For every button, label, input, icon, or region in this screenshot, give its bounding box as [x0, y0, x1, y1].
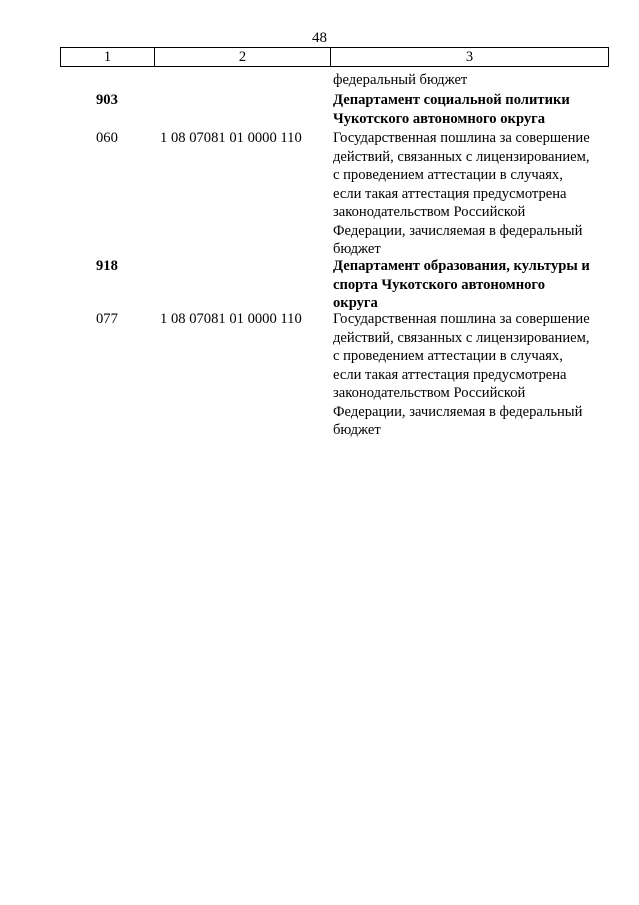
- section-name-line: округа: [333, 295, 378, 311]
- description-line: Федерации, зачисляемая в федеральный: [333, 222, 583, 239]
- description-line: бюджет: [333, 241, 381, 257]
- section-name-line: Чукотского автономного округа: [333, 110, 546, 127]
- admin-code: 077: [96, 311, 118, 327]
- section-name: [333, 91, 613, 128]
- table-header: [60, 47, 609, 67]
- description-line: законодательством Российской: [333, 204, 526, 220]
- kbk-code: 1 08 07081 01 0000 110: [160, 130, 302, 146]
- description-line: Государственная пошлина за совершение: [333, 130, 590, 146]
- description-line: Государственная пошлина за совершение: [333, 311, 590, 327]
- header-col-2: 2: [155, 48, 331, 66]
- description-line: действий, связанных с лицензированием,: [333, 329, 590, 346]
- admin-code: 060: [96, 130, 118, 146]
- kbk-code: 1 08 07081 01 0000 110: [160, 311, 302, 327]
- section-name-line: Департамент образования, культуры и: [333, 258, 590, 274]
- description-line: действий, связанных с лицензированием,: [333, 148, 590, 165]
- description-line: с проведением аттестации в случаях,: [333, 348, 563, 364]
- section-code: 903: [96, 92, 118, 108]
- description-line: если такая аттестация предусмотрена: [333, 366, 567, 383]
- continuation-text: федеральный бюджет: [333, 72, 468, 88]
- description-line: с проведением аттестации в случаях,: [333, 167, 563, 183]
- description-line: бюджет: [333, 422, 381, 438]
- description-line: Федерации, зачисляемая в федеральный: [333, 403, 583, 420]
- header-col-3: 3: [465, 49, 474, 65]
- page-number: 48: [312, 30, 327, 46]
- description-line: законодательством Российской: [333, 385, 526, 401]
- header-col-1: 1: [61, 48, 155, 66]
- description-line: если такая аттестация предусмотрена: [333, 185, 567, 202]
- entry-description: [333, 310, 613, 440]
- section-name-line: Департамент социальной политики: [333, 92, 570, 108]
- section-code: 918: [96, 258, 118, 274]
- section-name-line: спорта Чукотского автономного: [333, 276, 545, 293]
- section-name: [333, 257, 613, 313]
- entry-description: [333, 129, 613, 259]
